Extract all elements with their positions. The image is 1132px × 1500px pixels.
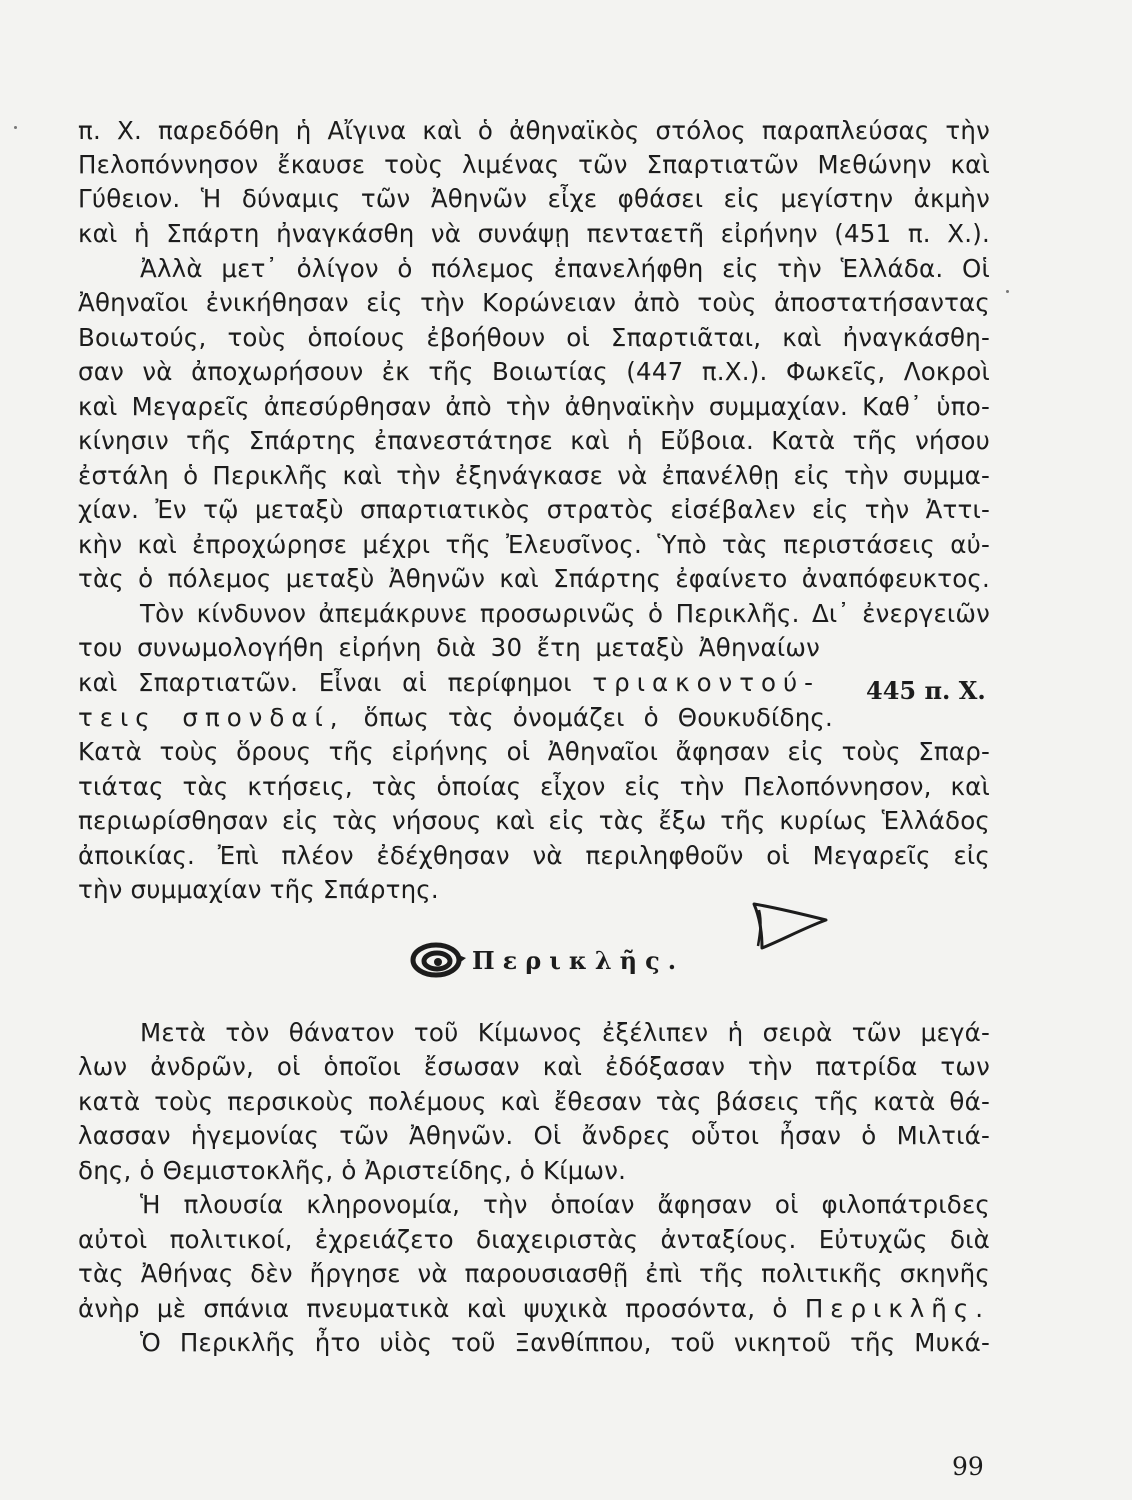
speck: [1006, 290, 1009, 293]
text-line: Ἀλλὰ μετ᾽ ὀλίγον ὁ πόλεμος ἐπανελήφθη εἰς τὴν Ἑλλάδα. Οἱ: [140, 254, 990, 283]
text-span: ἀνὴρ μὲ σπάνια πνευματικὰ καὶ ψυχικὰ προσόντα, ὁ: [78, 1294, 788, 1323]
text-line: λων ἀνδρῶν, οἱ ὁποῖοι ἔσωσαν καὶ ἐδόξασαν τὴν πατρίδα των: [78, 1052, 990, 1081]
spaced-emphasis: τριακοντού-: [592, 668, 821, 697]
text-span: καὶ Σπαρτιατῶν. Εἶναι αἱ περίφημοι: [78, 668, 572, 697]
text-line: καὶ Μεγαρεῖς ἀπεσύρθησαν ἀπὸ τὴν ἀθηναϊκὴν συμμαχίαν. Καθ᾽ ὑπο-: [78, 392, 990, 421]
text-line: αὐτοὶ πολιτικοί, ἐχρειάζετο διαχειριστὰς ἀνταξίους. Εὐτυχῶς διὰ: [78, 1225, 990, 1254]
text-line: κατὰ τοὺς περσικοὺς πολέμους καὶ ἔθεσαν τὰς βάσεις τῆς κατὰ θά-: [78, 1087, 990, 1116]
text-line: σαν νὰ ἀποχωρήσουν ἐκ τῆς Βοιωτίας (447 π.Χ.). Φωκεῖς, Λοκροὶ: [78, 357, 990, 386]
text-line: ἀποικίας. Ἐπὶ πλέον ἐδέχθησαν νὰ περιληφθοῦν οἱ Μεγαρεῖς εἰς: [78, 841, 990, 870]
pencil-mark-icon: [746, 898, 830, 954]
text-line: Ἀθηναῖοι ἐνικήθησαν εἰς τὴν Κορώνειαν ἀπὸ τοὺς ἀποστατήσαντας: [78, 288, 990, 317]
text-line: [78, 1294, 990, 1324]
section-heading: [410, 942, 684, 978]
text-line: Ὁ Περικλῆς ἦτο υἱὸς τοῦ Ξανθίππου, τοῦ νικητοῦ τῆς Μυκά-: [140, 1328, 990, 1357]
text-line: τὰς ὁ πόλεμος μεταξὺ Ἀθηνῶν καὶ Σπάρτης ἐφαίνετο ἀναπόφευκτος.: [78, 564, 990, 593]
text-line: χίαν. Ἐν τῷ μεταξὺ σπαρτιατικὸς στρατὸς εἰσέβαλεν εἰς τὴν Ἀττι-: [78, 495, 990, 524]
text-line: τὰς Ἀθήνας δὲν ἤργησε νὰ παρουσιασθῇ ἐπὶ τῆς πολιτικῆς σκηνῆς: [78, 1259, 990, 1288]
text-line: τιάτας τὰς κτήσεις, τὰς ὁποίας εἶχον εἰς τὴν Πελοπόννησον, καὶ: [78, 772, 990, 801]
text-line: ἐστάλη ὁ Περικλῆς καὶ τὴν ἐξηνάγκασε νὰ ἐπανέλθῃ εἰς τὴν συμμα-: [78, 461, 990, 490]
text-line: Τὸν κίνδυνον ἀπεμάκρυνε προσωρινῶς ὁ Περικλῆς. Δι᾽ ἐνεργειῶν: [140, 599, 990, 628]
text-line: π. Χ. παρεδόθη ἡ Αἴγινα καὶ ὁ ἀθηναϊκὸς στόλος παραπλεύσας τὴν: [78, 116, 990, 145]
text-line: Βοιωτούς, τοὺς ὁποίους ἐβοήθουν οἱ Σπαρτιᾶται, καὶ ἠναγκάσθη-: [78, 323, 990, 352]
spaced-emphasis: Περικλῆς.: [804, 1294, 990, 1323]
text-span: ὅπως τὰς ὀνομάζει ὁ Θουκυδίδης.: [363, 703, 833, 732]
margin-date-note: 445 π. Χ.: [866, 676, 986, 705]
text-line: Ἡ πλουσία κληρονομία, τὴν ὁποίαν ἄφησαν οἱ φιλοπάτριδες: [140, 1190, 990, 1219]
text-line: κίνησιν τῆς Σπάρτης ἐπανεστάτησε καὶ ἡ Εὔβοια. Κατὰ τῆς νήσου: [78, 426, 990, 455]
spaced-emphasis: τεις σπονδαί,: [78, 703, 345, 732]
text-line: [78, 703, 833, 733]
text-line: Κατὰ τοὺς ὅρους τῆς εἰρήνης οἱ Ἀθηναῖοι ἄφησαν εἰς τοὺς Σπαρ-: [78, 737, 990, 766]
speck: [14, 126, 17, 129]
text-line: Γύθειον. Ἡ δύναμις τῶν Ἀθηνῶν εἶχε φθάσει εἰς μεγίστην ἀκμὴν: [78, 184, 990, 213]
text-line: κὴν καὶ ἐπροχώρησε μέχρι τῆς Ἐλευσῖνος. Ὑπὸ τὰς περιστάσεις αὐ-: [78, 530, 990, 559]
page-number: 99: [952, 1452, 984, 1481]
text-line: [78, 668, 820, 698]
page-title: Περικλῆς.: [472, 945, 685, 975]
swirl-ornament-icon: [410, 942, 466, 978]
text-line: περιωρίσθησαν εἰς τὰς νήσους καὶ εἰς τὰς ἔξω τῆς κυρίως Ἑλλάδος: [78, 806, 990, 835]
text-line: Πελοπόννησον ἔκαυσε τοὺς λιμένας τῶν Σπαρτιατῶν Μεθώνην καὶ: [78, 150, 990, 179]
text-line: του συνωμολογήθη εἰρήνη διὰ 30 ἔτη μεταξὺ Ἀθηναίων: [78, 633, 820, 662]
text-line: λασσαν ἡγεμονίας τῶν Ἀθηνῶν. Οἱ ἄνδρες οὗτοι ἦσαν ὁ Μιλτιά-: [78, 1121, 990, 1150]
text-line: καὶ ἡ Σπάρτη ἠναγκάσθη νὰ συνάψῃ πενταετῆ εἰρήνην (451 π. Χ.).: [78, 219, 990, 248]
text-line: δης, ὁ Θεμιστοκλῆς, ὁ Ἀριστείδης, ὁ Κίμων.: [78, 1156, 627, 1185]
text-line: Μετὰ τὸν θάνατον τοῦ Κίμωνος ἐξέλιπεν ἡ σειρὰ τῶν μεγά-: [140, 1018, 990, 1047]
text-line: τὴν συμμαχίαν τῆς Σπάρτης.: [78, 875, 439, 904]
